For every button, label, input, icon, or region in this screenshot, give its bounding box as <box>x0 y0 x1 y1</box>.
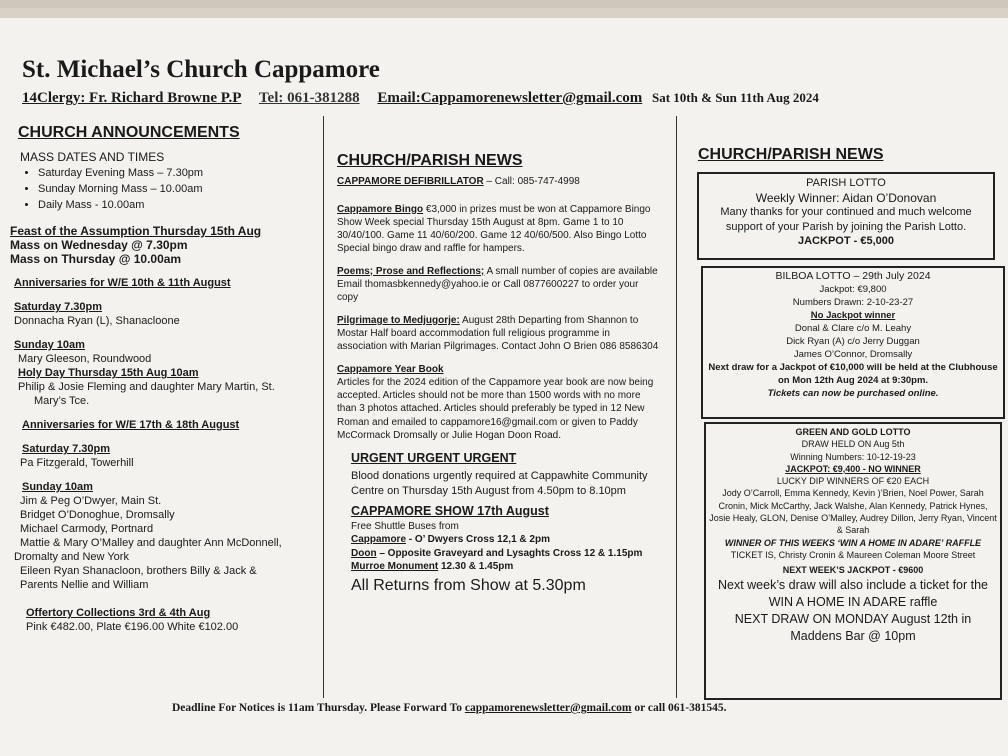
poems-title: Poems; Prose and Reflections; <box>337 265 485 277</box>
mass-item: • Sunday Morning Mass – 10.00am <box>38 182 315 196</box>
next-week-note: Next week’s draw will also include a ticket for the WIN A HOME IN ADARE raffle <box>717 577 989 609</box>
anniversary-name: Bridget O’Donoghue, Dromsally <box>20 509 175 521</box>
announcements-heading: CHURCH ANNOUNCEMENTS <box>18 124 240 141</box>
mass-item: • Saturday Evening Mass – 7.30pm <box>38 166 315 180</box>
green-gold-lucky-dip: LUCKY DIP WINNERS OF €20 EACH <box>776 476 930 487</box>
newsletter-page <box>0 8 1008 756</box>
parish-lotto-title: PARISH LOTTO <box>806 177 886 189</box>
anniversaries-title: Anniversaries for W/E 17th & 18th August <box>22 419 240 431</box>
pilgrimage-title: Pilgrimage to Medjugorje: <box>337 314 460 326</box>
bus-stop-times: - O’ Dwyers Cross 12,1 & 2pm <box>406 534 550 546</box>
defibrillator-text: – Call: 085-747-4998 <box>483 176 580 188</box>
urgent-text: Blood donations urgently required at Cappawhite Community Centre on Thursday 15th August from 4.50pm to 8.10pm <box>351 469 648 497</box>
green-gold-lotto-box <box>704 422 1002 700</box>
anniversary-name: Philip & Josie Fleming and daughter Mary Martin, St. <box>18 381 275 393</box>
green-gold-jackpot: JACKPOT: €9,400 - NO WINNER <box>785 463 921 474</box>
green-gold-held: DRAW HELD ON Aug 5th <box>801 439 905 450</box>
show-title: CAPPAMORE SHOW 17th August <box>351 503 549 518</box>
green-gold-names: Jody O’Carroll, Emma Kennedy, Kevin )’Brien, Noel Power, Sarah Cronin, Mick McCarthy, Jack Walshe, Alan Kennedy, Patrick Hynes, Josie Healy, GLON, Denise O’Malley, Audrey Dillon, Jerry Ryan, Vincent & Sarah <box>709 488 997 536</box>
anniversary-name: Eileen Ryan Shanacloon, brothers Billy & Jack & <box>20 565 257 577</box>
defibrillator-title: CAPPAMORE DEFIBRILLATOR <box>337 176 484 188</box>
anniversary-name: Michael Carmody, Portnard <box>20 523 154 535</box>
column-divider-left <box>323 116 324 698</box>
deadline-footer <box>172 702 726 714</box>
anniversary-name: Jim & Peg O’Dwyer, Main St. <box>20 495 162 507</box>
parish-lotto-thanks: Many thanks for your continued and much welcome support of your Parish by joining the Parish Lotto. <box>720 206 972 233</box>
anniversary-name: Dromalty and New York <box>14 551 129 563</box>
bilboa-next-draw: Next draw for a Jackpot of €10,000 will be held at the Clubhouse on Mon 12th Aug 2024 at 9:30pm. <box>708 362 998 386</box>
sunday-title: Sunday 10am <box>22 481 93 493</box>
feast-title: Feast of the Assumption Thursday 15th Aug <box>10 224 262 238</box>
bus-stop-label: Doon <box>351 547 377 559</box>
adare-raffle-winner: TICKET IS, Christy Cronin & Maureen Coleman Moore Street <box>730 549 976 560</box>
yearbook-title: Cappamore Year Book <box>337 363 444 375</box>
offertory-title: Offertory Collections 3rd & 4th Aug <box>26 607 211 619</box>
bus-stop-label: Cappamore <box>351 534 407 546</box>
feast-line: Mass on Thursday @ 10.00am <box>10 252 182 266</box>
shuttle-title: Free Shuttle Buses from <box>351 520 459 532</box>
anniversary-name: Mary’s Tce. <box>34 395 90 407</box>
footer-tail: or call 061-381545. <box>631 702 727 714</box>
green-gold-numbers: Winning Numbers: 10-12-19-23 <box>790 451 916 462</box>
anniversary-name: Mary Gleeson, Roundwood <box>18 353 152 365</box>
saturday-title: Saturday 7.30pm <box>22 443 111 455</box>
mass-item: • Daily Mass - 10.00am <box>38 198 315 212</box>
parish-news-column <box>337 152 662 595</box>
bilboa-numbers: Numbers Drawn: 2-10-23-27 <box>792 297 914 308</box>
parish-news-heading: CHURCH/PARISH NEWS <box>337 152 523 169</box>
returns-line: All Returns from Show at 5.30pm <box>351 577 586 595</box>
header-contact-line <box>22 90 833 107</box>
bus-stop-label: Murroe Monument <box>351 560 439 572</box>
parish-lotto-jackpot: JACKPOT - €5,000 <box>798 235 894 247</box>
pilgrimage-text: August 28th Departing from Shannon to Mostar Half board accommodation full religious programme in association with Marian Pilgrimages. Contact John O Brien 086 8586304 <box>337 314 659 353</box>
newsletter-title: St. Michael’s Church Cappamore <box>22 56 380 83</box>
bilboa-winner: Donal & Clare c/o M. Leahy <box>794 323 912 334</box>
yearbook-text: Articles for the 2024 edition of the Cappamore year book are now being accepted. Articles should not be more than 1500 words with no more than 3 photos attached. Articles should preferably be typed in 12 New Roman and emailed to cappamore16@gmail.com or given to Paddy McCormack Dromsally or Julie Hogan Doon Road. <box>337 376 654 442</box>
green-gold-title: GREEN AND GOLD LOTTO <box>795 427 911 437</box>
mass-times-list <box>10 166 315 212</box>
parish-lotto-box <box>697 172 995 260</box>
right-column-heading-wrap <box>698 146 883 164</box>
announcements-column <box>10 126 315 634</box>
clergy-name: 14Clergy: Fr. Richard Browne P.P <box>22 90 242 106</box>
adare-raffle-title: WINNER OF THIS WEEKS ‘WIN A HOME IN ADARE’ RAFFLE <box>724 537 982 548</box>
page-top-edge <box>0 8 1008 18</box>
bilboa-title: BILBOA LOTTO – 29th July 2024 <box>775 270 931 282</box>
footer-text: Deadline For Notices is 11am Thursday. Please Forward To <box>172 702 465 714</box>
offertory-amounts: Pink €482.00, Plate €196.00 White €102.00 <box>26 621 239 633</box>
next-week-jackpot: NEXT WEEK’S JACKPOT - €9600 <box>782 565 924 576</box>
anniversary-name: Donnacha Ryan (L), Shanacloone <box>14 315 180 327</box>
bilboa-winner: James O’Connor, Dromsally <box>793 349 913 360</box>
bus-stop-times: 12.30 & 1.45pm <box>438 560 514 572</box>
urgent-title: URGENT URGENT URGENT <box>351 451 517 466</box>
bingo-title: Cappamore Bingo <box>337 203 424 215</box>
next-draw-note: NEXT DRAW ON MONDAY August 12th in Maddens Bar @ 10pm <box>734 611 972 643</box>
column-divider-right <box>676 116 677 698</box>
holy-day-title: Holy Day Thursday 15th Aug 10am <box>18 367 199 379</box>
bilboa-tickets: Tickets can now be purchased online. <box>767 388 939 399</box>
bilboa-no-winner: No Jackpot winner <box>810 310 896 321</box>
bilboa-lotto-box <box>701 266 1005 419</box>
anniversaries-title: Anniversaries for W/E 10th & 11th August <box>14 277 231 289</box>
parish-lotto-winner: Weekly Winner: Aidan O’Donovan <box>755 190 937 205</box>
bilboa-jackpot: Jackpot: €9,800 <box>819 284 887 295</box>
poems-text: A small number of copies are available Email thomasbkennedy@yahoo.ie or Call 0877600227 to order your copy <box>337 265 658 304</box>
sunday-title: Sunday 10am <box>14 339 85 351</box>
newsletter-date: Sat 10th & Sun 11th Aug 2024 <box>652 90 819 105</box>
bingo-text: €3,000 in prizes must be won at Cappamore Bingo Show Week special Thursday 15th August at 8pm. Game 1 to 10 30/40/100. Game 11 40/60/200. Game 12 40/60/500. Also Bingo Lotto Special bingo draw and raffle for hampers. <box>337 203 651 255</box>
footer-email-link[interactable]: cappamorenewsletter@gmail.com <box>464 702 632 714</box>
parish-news-heading-right: CHURCH/PARISH NEWS <box>698 146 884 163</box>
feast-line: Mass on Wednesday @ 7.30pm <box>10 238 188 252</box>
email-link[interactable]: Email:Cappamorenewsletter@gmail.com <box>377 90 643 106</box>
bus-stop-times: – Opposite Graveyard and Lysaghts Cross 12 & 1.15pm <box>376 547 643 559</box>
anniversary-name: Mattie & Mary O’Malley and daughter Ann McDonnell, <box>20 537 282 549</box>
anniversary-name: Parents Nellie and William <box>20 579 149 591</box>
anniversary-name: Pa Fitzgerald, Towerhill <box>20 457 134 469</box>
mass-times-title: MASS DATES AND TIMES <box>20 150 165 164</box>
telephone: Tel: 061-381288 <box>258 90 360 106</box>
saturday-title: Saturday 7.30pm <box>14 301 103 313</box>
bilboa-winner: Dick Ryan (A) c/o Jerry Duggan <box>786 336 920 347</box>
